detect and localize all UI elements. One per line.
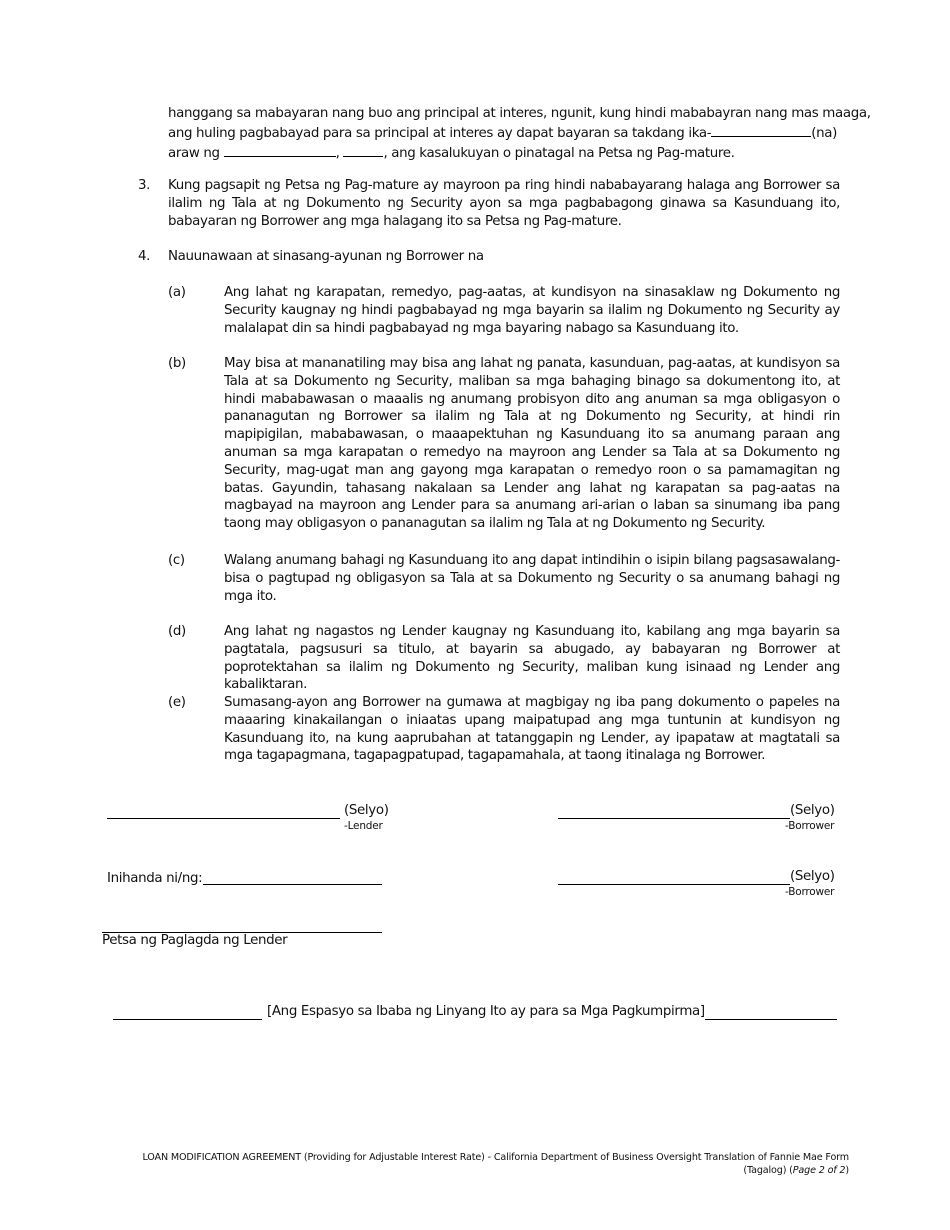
intro-line-2 (168, 123, 840, 143)
year-blank (343, 143, 383, 157)
intro-paragraph (168, 105, 871, 162)
section-3-number: 3. (138, 178, 151, 193)
item-e-text: Sumasang-ayon ang Borrower na gumawa at magbigay ng iba pang dokumento o papeles na maaaring kinakailangan o iniaatas upang maipatupad ang mga tuntunin at kundisyon ng Kasunduang ito, na kung aaprubahan at tatanggapin ng Lender, ay ipapataw at magtatali sa mga tagapagmana, tagapagpatupad, tagapamahala, at taong itinalaga ng Borrower. (224, 695, 840, 764)
day-number-blank (711, 123, 811, 137)
intro-line-3-prefix: araw ng (168, 145, 220, 161)
page-footer (100, 1151, 849, 1177)
section-3-text: Kung pagsapit ng Petsa ng Pag-mature ay mayroon pa ring hindi nababayarang halaga ang Borrower sa ilalim ng Tala at ng Dokumento ng Security ayon sa mga pagbabagong ginawa sa Kasunduang ito, babayaran ng Borrower ang mga halagang ito sa Petsa ng Pag-mature. (168, 178, 840, 229)
intro-line-3-comma: , (335, 145, 340, 161)
item-c-label: (c) (168, 553, 185, 568)
section-4-heading: Nauunawaan at sinasang-ayunan ng Borrower na (168, 249, 484, 264)
item-d-text: Ang lahat ng nagastos ng Lender kaugnay ng Kasunduang ito, kabilang ang mga bayarin sa pagtatala, pagsusuri sa titulo, at bayarin sa abugado, ay babayaran ng Borrower at poprotektahan sa ilalim ng Dokumento ng Security, maliban kung isinaad ng Lender ang kabaliktaran. (224, 624, 840, 693)
item-b-label: (b) (168, 356, 186, 371)
month-blank (224, 143, 336, 157)
section-4-number: 4. (138, 249, 151, 264)
acknowledgment-divider-text: [Ang Espasyo sa Ibaba ng Linyang Ito ay para sa Mga Pagkumpirma] (267, 1004, 705, 1019)
borrower-2-signature-line[interactable] (558, 884, 790, 885)
intro-line-1: hanggang sa mabayaran nang buo ang principal at interes, ngunit, kung hindi mababayran nang mas maaga, (168, 106, 871, 121)
intro-line-2-text: ang huling pagbabayad para sa principal at interes ay dapat bayaran sa takdang ika- (168, 125, 712, 141)
borrower-2-role-label: -Borrower (785, 886, 835, 898)
intro-line-3 (168, 143, 840, 163)
item-b-text: May bisa at mananatiling may bisa ang lahat ng panata, kasunduan, pag-aatas, at kundisyon sa Tala at sa Dokumento ng Security, maliban sa mga bahaging binago sa dokumentong ito, at hindi mababawasan o maaalis ng anumang probisyon dito ang anuman sa mga obligasyon o pananagutan ng Borrower sa ilalim ng Tala at ng Dokumento ng Security, at hindi rin mapipigilan, mababawasan, o maaapektuhan ng Kasunduang ito sa anumang paraan ang anuman sa mga karapatan o remedyo na mayroon ang Lender sa Tala at sa Dokumento ng Security, mag-ugat man ang gayong mga karapatan o remedyo roon o sa pamamagitan ng batas. Gayundin, tahasang nakalaan sa Lender ang lahat ng karapatan sa pag-aatas na magbayad na mayroon ang Lender para sa anumang ari-arian o laban sa sinumang iba pang taong may obligasyon o pananagutan sa ilalim ng Tala at ng Dokumento ng Security. (224, 356, 840, 532)
footer-line-1: LOAN MODIFICATION AGREEMENT (Providing for Adjustable Interest Rate) - California Department of Business Oversight Translation of Fannie Mae Form (142, 1152, 849, 1163)
lender-seal-label: (Selyo) (344, 803, 389, 818)
lender-role-label: -Lender (344, 820, 383, 832)
page-number: Page 2 of 2 (792, 1165, 846, 1176)
item-a-label: (a) (168, 285, 186, 300)
divider-line-right (705, 1019, 837, 1020)
intro-line-2-suffix: (na) (811, 125, 837, 141)
item-e-label: (e) (168, 695, 186, 710)
item-c-text: Walang anumang bahagi ng Kasunduang ito ang dapat intindihin o isipin bilang pagsasawalang-bisa o pagtupad ng obligasyon sa Tala at sa Dokumento ng Security o sa anumang bahagi ng mga ito. (224, 553, 840, 604)
intro-line-3-suffix: , ang kasalukuyan o pinatagal na Petsa ng Pag-mature. (383, 145, 735, 161)
borrower-2-seal-label: (Selyo) (790, 869, 835, 884)
item-d-label: (d) (168, 624, 186, 639)
prepared-by-label: Inihanda ni/ng: (107, 871, 203, 886)
footer-close-paren: ) (845, 1165, 849, 1176)
footer-line-2 (100, 1164, 849, 1177)
lender-signature-line[interactable] (107, 818, 340, 819)
borrower-1-seal-label: (Selyo) (790, 803, 835, 818)
borrower-1-role-label: -Borrower (785, 820, 835, 832)
footer-form-language: (Tagalog) ( (743, 1165, 793, 1176)
borrower-1-signature-line[interactable] (558, 818, 790, 819)
divider-line-left (113, 1019, 262, 1020)
prepared-by-line[interactable] (203, 884, 382, 885)
lender-sign-date-label: Petsa ng Paglagda ng Lender (102, 933, 288, 948)
item-a-text: Ang lahat ng karapatan, remedyo, pag-aatas, at kundisyon na sinasaklaw ng Dokumento ng Security kaugnay ng hindi pagbabayad ng mga bayarin sa ilalim ng Dokumento ng Security ay malalapat din sa hindi pagbabayad ng mga bayaring nabago sa Kasunduang ito. (224, 285, 840, 336)
